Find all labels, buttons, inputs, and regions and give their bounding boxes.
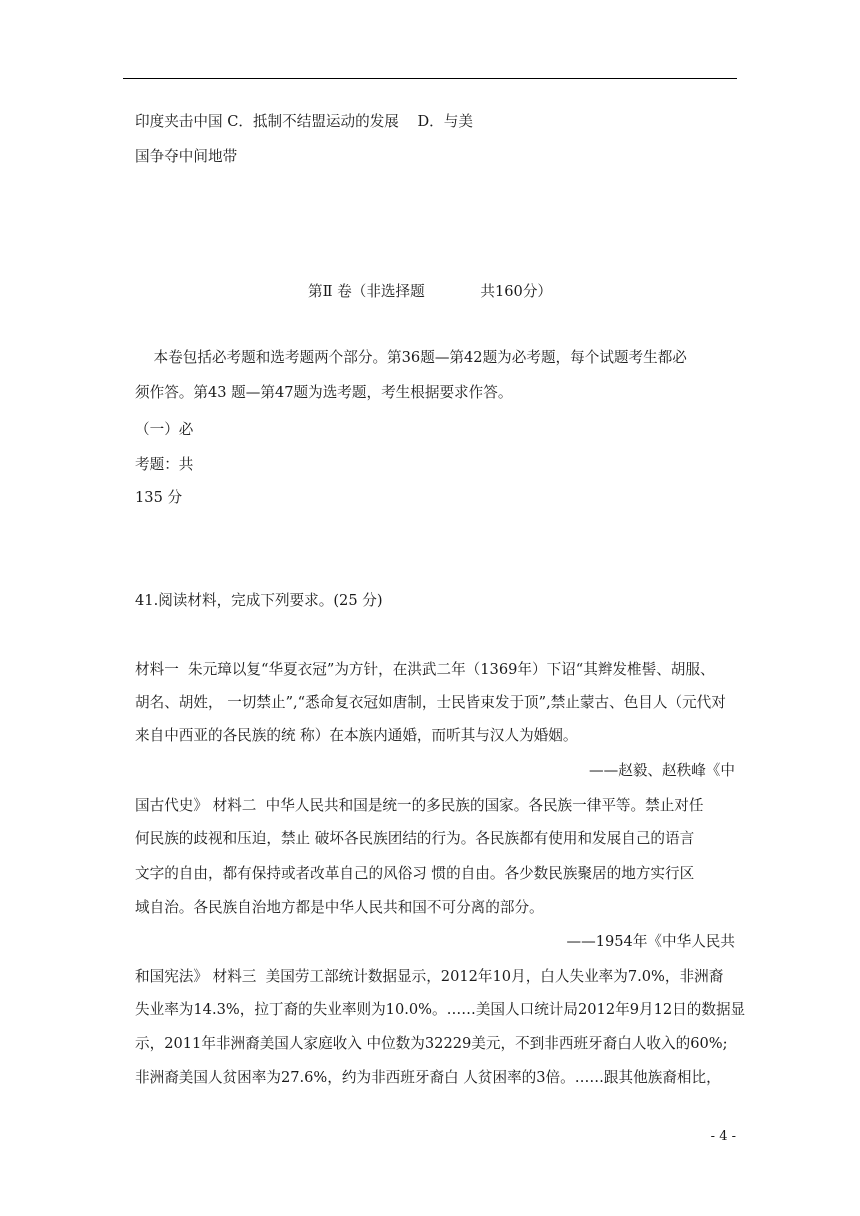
text-line: 国争夺中间地带 <box>135 148 238 165</box>
text-line: （一）必 <box>135 421 194 438</box>
section-title: 第Ⅱ 卷（非选择题 共160分） <box>307 283 553 300</box>
source-line: ——赵毅、赵秩峰《中 <box>589 762 735 779</box>
text-line: 和国宪法》 材料三 美国劳工部统计数据显示，2012年10月，白人失业率为7.0%，非洲裔 <box>135 968 724 985</box>
text-line: 135 分 <box>135 489 183 506</box>
text-line: 胡名、胡姓， 一切禁止”,“悉命复衣冠如唐制，士民皆束发于顶”,禁止蒙古、色目人（元代对 <box>135 694 726 711</box>
text-line: 国古代史》 材料二 中华人民共和国是统一的多民族的国家。各民族一律平等。禁止对任 <box>135 797 704 814</box>
text-line: 来自中西亚的各民族的统 称）在本族内通婚，而听其与汉人为婚姻。 <box>135 727 578 744</box>
text-line: 材料一 朱元璋以复“华夏衣冠”为方针，在洪武二年（1369年）下诏“其辫发椎髻、胡服、 <box>135 661 715 678</box>
text-line: 文字的自由，都有保持或者改革自己的风俗习 惯的自由。各少数民族聚居的地方实行区 <box>135 865 695 882</box>
text-line: 示，2011年非洲裔美国人家庭收入 中位数为32229美元，不到非西班牙裔白人收入的60%; <box>135 1035 728 1052</box>
text-line: 本卷包括必考题和选考题两个部分。第36题—第42题为必考题，每个试题考生都必 <box>135 349 687 366</box>
text-line: 域自治。各民族自治地方都是中华人民共和国不可分离的部分。 <box>135 899 544 916</box>
source-line: ——1954年《中华人民共 <box>566 933 735 950</box>
question-title: 41.阅读材料，完成下列要求。(25 分) <box>135 592 383 609</box>
text-line: 印度夹击中国 C．抵制不结盟运动的发展 D．与美 <box>135 113 473 130</box>
text-line: 失业率为14.3%，拉丁裔的失业率则为10.0%。……美国人口统计局2012年9月12日的数据显 <box>135 1001 746 1018</box>
text-line: 非洲裔美国人贫困率为27.6%，约为非西班牙裔白 人贫困率的3倍。……跟其他族裔相比， <box>135 1069 721 1086</box>
text-line: 何民族的歧视和压迫，禁止 破坏各民族团结的行为。各民族都有使用和发展自己的语言 <box>135 830 695 847</box>
text-line: 须作答。第43 题—第47题为选考题，考生根据要求作答。 <box>135 384 513 401</box>
header-rule <box>123 78 737 79</box>
page-number: - 4 - <box>710 1129 736 1144</box>
text-line: 考题：共 <box>135 456 194 473</box>
